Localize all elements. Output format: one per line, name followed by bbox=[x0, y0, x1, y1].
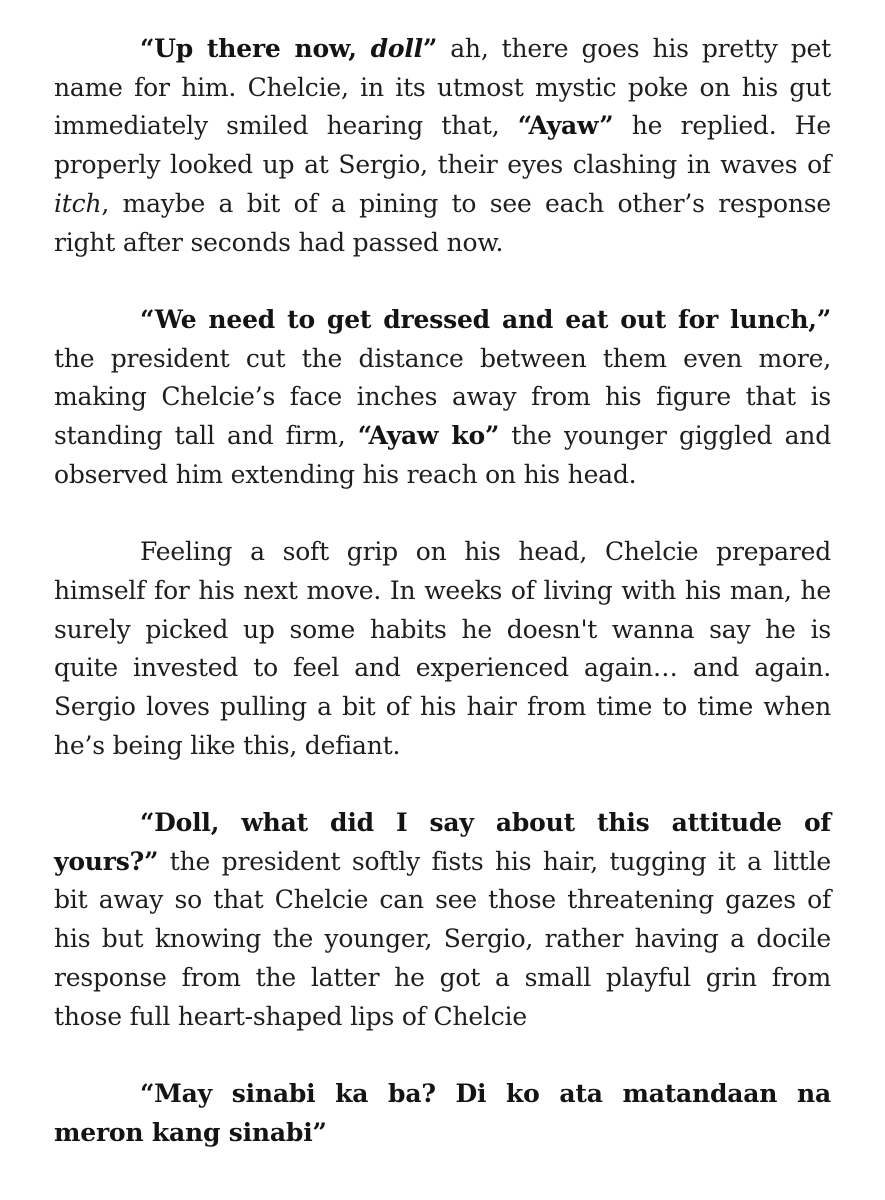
pet-name-doll: doll bbox=[370, 34, 423, 63]
narration-text: the younger giggled and observed him extending his reach on his head. bbox=[54, 421, 831, 489]
emphasis-itch: itch bbox=[54, 188, 102, 218]
dialogue-attitude: “Doll, what did I say about this attitude of yours?” bbox=[54, 808, 831, 876]
paragraph-2 bbox=[54, 301, 831, 495]
narration-text: the president cut the distance between them even more, making Chelcie’s face inches away from his figure that is standing tall and firm, bbox=[54, 343, 831, 451]
narration-text: Feeling a soft grip on his head, Chelcie prepared himself for his next move. In weeks of living with his man, he surely picked up some habits he doesn't wanna say he is quite invested to feel and experienced again… and again. Sergio loves pulling a bit of his hair from time to time when he’s being like this, defiant. bbox=[54, 537, 831, 760]
paragraph-4 bbox=[54, 804, 831, 1036]
narration-text: the president softly fists his hair, tugging it a little bit away so that Chelcie can see those threatening gazes of his but knowing the younger, Sergio, rather having a docile response from the latter he got a small playful grin from those full heart-shaped lips of Chelcie bbox=[54, 846, 831, 1031]
dialogue-may-sinabi: “May sinabi ka ba? Di ko ata matandaan na meron kang sinabi” bbox=[54, 1078, 831, 1147]
closing-quote: ” bbox=[422, 34, 438, 63]
narration-text: , maybe a bit of a pining to see each other’s response right after seconds had passed now. bbox=[54, 188, 831, 257]
narration-text: ah, there goes his pretty pet name for him. Chelcie, in its utmost mystic poke on his gut immediately smiled hearing that, bbox=[54, 34, 831, 141]
dialogue-ayaw: “Ayaw” bbox=[517, 111, 614, 141]
dialogue-ayaw-ko: “Ayaw ko” bbox=[357, 421, 500, 451]
paragraph-1 bbox=[54, 30, 831, 262]
paragraph-5 bbox=[54, 1075, 831, 1152]
paragraph-3 bbox=[54, 533, 831, 765]
dialogue-up-there: “Up there now, bbox=[140, 34, 371, 63]
narration-text: he replied. He properly looked up at Sergio, their eyes clashing in waves of bbox=[54, 111, 831, 180]
document-page bbox=[54, 30, 831, 1152]
dialogue-get-dressed: “We need to get dressed and eat out for lunch,” bbox=[140, 304, 831, 334]
